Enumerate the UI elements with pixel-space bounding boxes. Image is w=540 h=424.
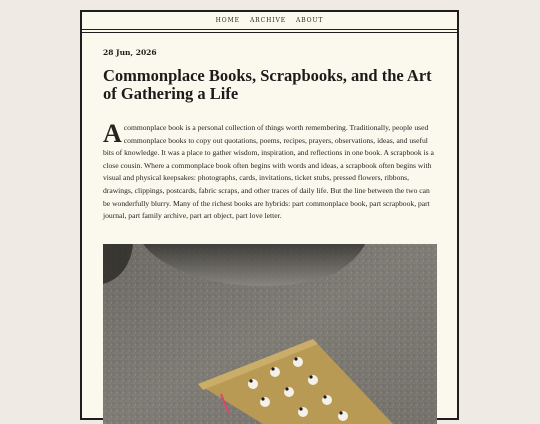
post-title: Commonplace Books, Scrapbooks, and the Art of Gathering a Life xyxy=(103,66,432,103)
post-photo xyxy=(103,244,437,424)
drop-cap: A xyxy=(103,119,122,148)
nav-home-link[interactable]: HOME xyxy=(215,17,240,24)
post-body xyxy=(103,119,437,223)
post-body-text: commonplace book is a personal collection of things worth remembering. Traditionally, people used commonplace books to copy out quotations, poems, recipes, prayers, observations, ideas, and useful bits of knowledge. It was a place to gather wisdom, inspiration, and reflections in one book. A scrapbook is a close cousin. Where a commonplace book often begins with words and ideas, a scrapbook often begins with visual and physical keepsakes: photographs, cards, invitations, ticket stubs, pressed flowers, ribbons, drawings, clippings, postcards, fabric scraps, and other traces of daily life. But the line between the two can be wonderfully blurry. Many of the richest books are hybrids: part commonplace book, part scrapbook, part journal, part family archive, part art object, part love letter. xyxy=(103,123,434,221)
post-date: 28 Jun, 2026 xyxy=(103,48,157,57)
nav-divider xyxy=(82,32,457,33)
nav-archive-link[interactable]: ARCHIVE xyxy=(249,17,286,24)
article-page xyxy=(80,10,459,420)
photo-image xyxy=(103,244,437,424)
nav-about-link[interactable]: ABOUT xyxy=(296,17,324,24)
top-nav xyxy=(82,12,457,30)
